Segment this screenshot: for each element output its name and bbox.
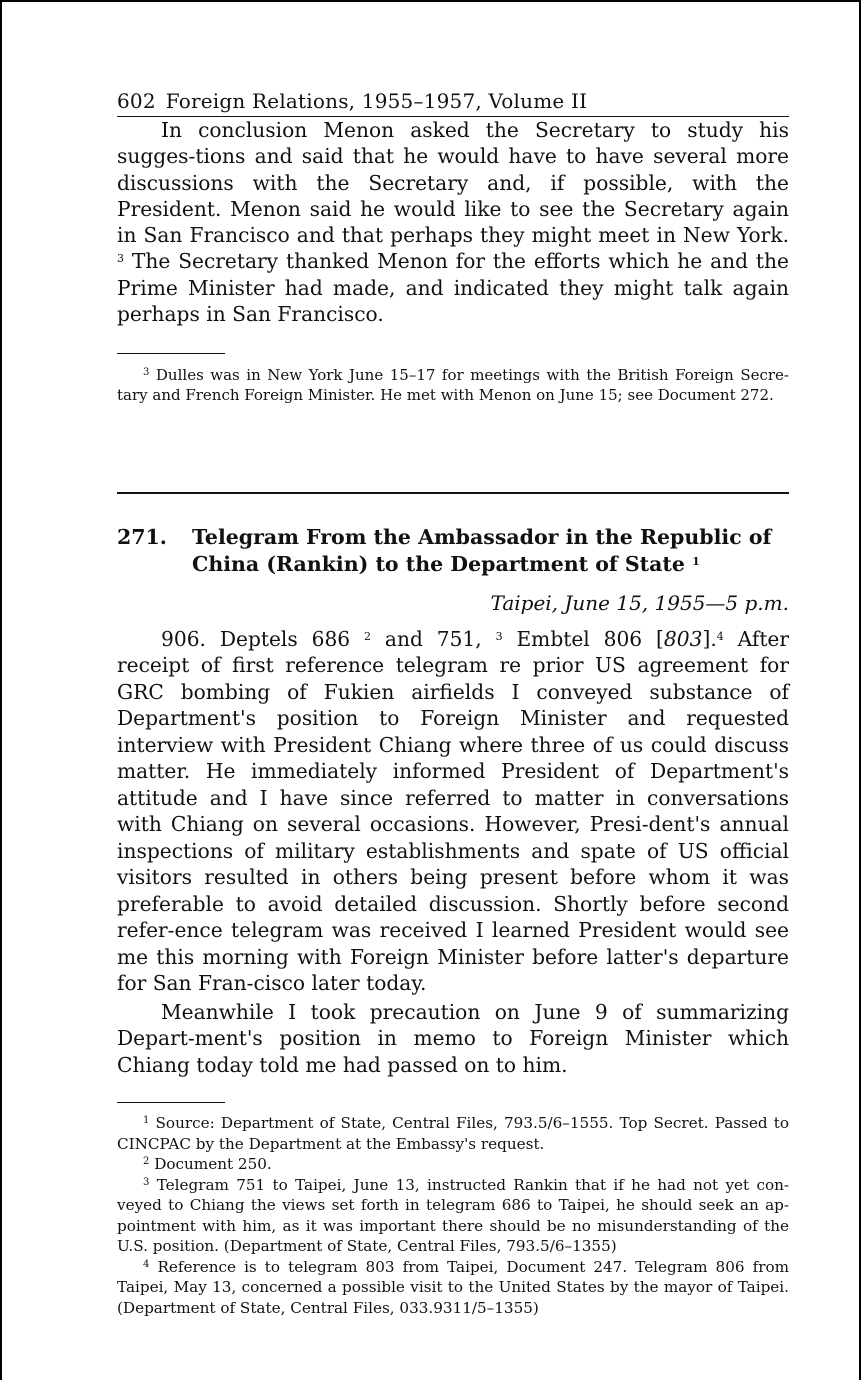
document-title-text: Telegram From the Ambassador in the Republic of China (Rankin) to the Department of State [192,524,772,576]
footnote [117,366,789,405]
telegram-body [117,626,789,1079]
closing-paragraph-text-a: In conclusion Menon asked the Secretary to study his sugges-tions and said that he would have to have several more discussions with the Secretary and, if possible, with the President. Menon said he would like to see the Secretary again in San Francisco and that perhaps they might meet in New York. [117,118,789,248]
scan-border-left [0,0,2,1380]
footnote [117,1113,789,1154]
closing-paragraph-text-b: The Secretary thanked Menon for the efforts which he and the Prime Minister had made, and indicated they might talk again perhaps in San Francisco. [117,249,789,327]
footnote-text: Telegram 751 to Taipei, June 13, instructed Rankin that if he had not yet con-veyed to Chiang the views set forth in telegram 686 to Taipei, he should seek an ap-pointment with him, as it was important there should be no misunderstanding of the U.S. position. (Department of State, Central Files, 793.5/6–1355) [117,1175,790,1256]
document-title [192,524,789,578]
document-page [117,88,789,1318]
text-run: and 751, [384,626,482,651]
running-header [117,88,789,117]
footnote-block [117,1113,789,1318]
page-number: 602 [117,89,156,113]
section-divider [117,492,789,494]
scan-border-top [0,0,861,2]
footnote-ref: 3 [117,252,124,266]
footnote-divider [117,353,225,354]
text-run: Embtel 806 [ [516,626,664,651]
footnote-block [117,366,789,405]
footnote-ref: 4 [716,629,724,643]
footnote-mark: 3 [143,1176,150,1188]
footnote-mark: 4 [143,1258,150,1270]
footnote [117,1257,789,1319]
document-number: 271. [117,524,167,549]
closing-paragraph [117,117,789,327]
volume-title: Foreign Relations, 1955–1957, Volume II [165,89,588,113]
footnote-text: Source: Department of State, Central Files, 793.5/6–1555. Top Secret. Passed to CINCPAC by the Department at the Embassy's request. [117,1114,789,1153]
text-run: ]. [702,626,717,651]
dateline: Taipei, June 15, 1955—5 p.m. [490,590,789,615]
text-run: After receipt of first reference telegram re prior US agreement for GRC bombing of Fukien airfields I conveyed substance of Department's position to Foreign Minister and requested interview with President Chiang where three of us could discuss matter. He immediately informed President of Department's attitude and I have since referred to matter in conversations with Chiang on several occasions. However, Presi-dent's annual inspections of military establishments and spate of US official visitors resulted in others being present before whom it was preferable to avoid detailed discussion. Shortly before second refer-ence telegram was received I learned President would see me this morning with Foreign Minister before latter's departure for San Fran-cisco later today. [117,626,790,996]
footnote-divider [117,1102,225,1103]
footnote-text: Dulles was in New York June 15–17 for meetings with the British Foreign Secre-tary and French Foreign Minister. He met with Menon on June 15; see Document 272. [117,366,789,404]
text-run: 906. Deptels 686 [161,626,351,651]
footnote-ref: 2 [364,629,372,643]
editorial-correction: 803 [663,626,703,651]
footnote-text: Document 250. [154,1155,272,1174]
footnote-ref: 3 [495,629,503,643]
footnote-text: Reference is to telegram 803 from Taipei, Document 247. Telegram 806 from Taipei, May 13, concerned a possible visit to the United States by the mayor of Taipei. (Department of State, Central Files, 033.9311/5–1355) [117,1257,790,1317]
footnote-ref: 1 [692,554,700,568]
telegram-paragraph-2: Meanwhile I took precaution on June 9 of summarizing Depart-ment's position in memo to Foreign Minister which Chiang today told me had passed on to him. [117,999,789,1077]
telegram-paragraph-1 [117,626,789,997]
footnote-mark: 2 [143,1156,150,1168]
footnote-mark: 3 [143,367,150,379]
footnote-mark: 1 [143,1115,150,1127]
footnote [117,1175,789,1257]
footnote [117,1154,789,1175]
document-heading [117,524,789,578]
